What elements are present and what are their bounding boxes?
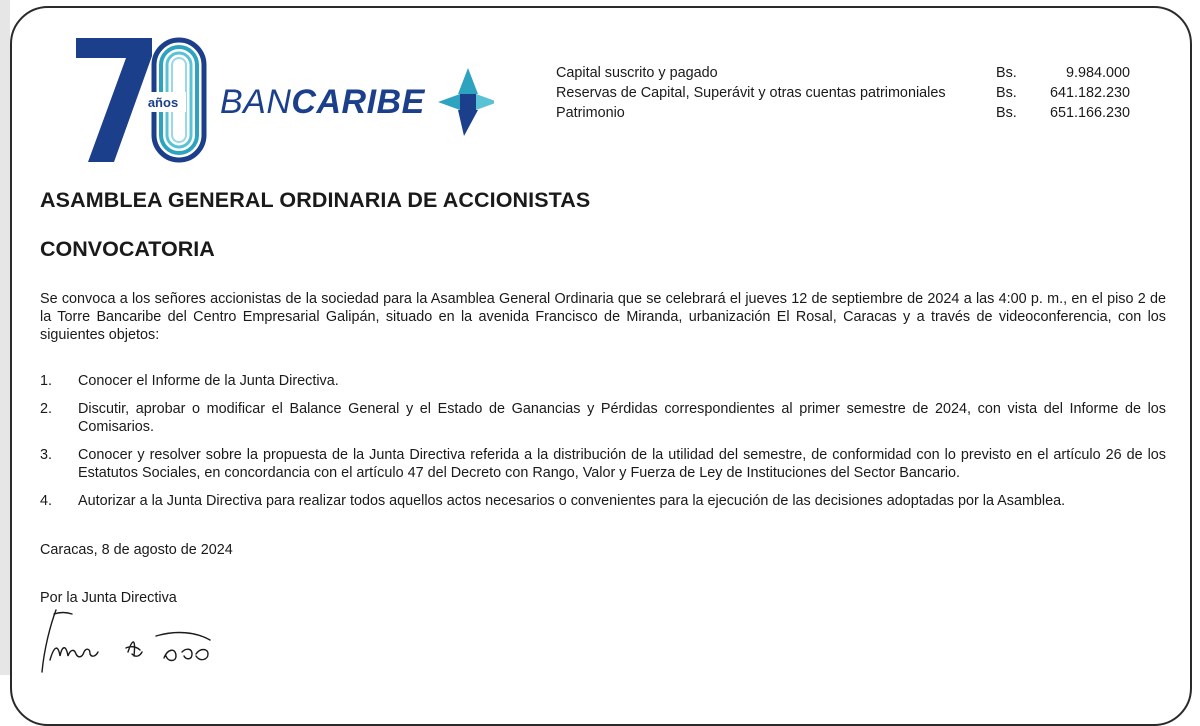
agenda-item-number: 4. [40,493,53,509]
anniversary-label: años [147,95,179,110]
agenda-item-number: 3. [40,447,53,463]
agenda-item-number: 1. [40,373,53,389]
capital-value: 641.182.230 [1049,85,1130,101]
brand-name-part1: BAN [220,83,292,121]
place-date: Caracas, 8 de agosto de 2024 [40,542,233,558]
document-subtitle: CONVOCATORIA [40,237,215,261]
capital-label: Reservas de Capital, Superávit y otras cuentas patrimoniales [556,85,946,101]
agenda-list [40,372,1166,520]
capital-value: 9.984.000 [1065,65,1130,81]
agenda-item-text: Conocer y resolver sobre la propuesta de la Junta Directiva referida a la distribución de la utilidad del semestre, de conformidad con lo previsto en el artículo 26 de los Estatutos Sociales, en concordancia con el artículo 47 del Decreto con Rango, Valor y Fuerza de Ley de Instituciones del Sector Bancario. [78,447,1166,481]
svg-text:BANCARIBE [220,83,426,121]
capital-currency: Bs. [996,85,1017,101]
capital-row [556,83,1136,103]
agenda-item-text: Autorizar a la Junta Directiva para realizar todos aquellos actos necesarios o convenientes para la ejecución de las decisiones adoptadas por la Asamblea. [78,493,1066,509]
capital-label: Capital suscrito y pagado [556,65,718,81]
brand-name-part2: CARIBE [291,83,425,121]
agenda-item-text: Discutir, aprobar o modificar el Balance General y el Estado de Ganancias y Pérdidas correspondientes al primer semestre de 2024, con vista del Informe de los Comisarios. [78,401,1166,435]
capital-row [556,103,1136,123]
bancaribe-emblem-icon [438,68,494,136]
capital-info [556,63,1136,123]
bancaribe-logo [74,36,494,164]
agenda-item-number: 2. [40,401,53,417]
capital-currency: Bs. [996,105,1017,121]
capital-value: 651.166.230 [1049,105,1130,121]
document-title: ASAMBLEA GENERAL ORDINARIA DE ACCIONISTAS [40,188,591,212]
signature [36,606,226,676]
capital-label: Patrimonio [556,105,625,121]
agenda-item [40,372,1166,390]
intro-paragraph: Se convoca a los señores accionistas de la sociedad para la Asamblea General Ordinaria que se celebrará el jueves 12 de septiembre de 2024 a las 4:00 p. m., en el piso 2 de la Torre Bancaribe del Centro Empresarial Galipán, situado en la avenida Francisco de Miranda, urbanización El Rosal, Caracas y a través de videoconferencia, con los siguientes objetos: [40,291,1166,343]
page-edge [0,0,10,675]
agenda-item [40,492,1166,510]
capital-currency: Bs. [996,65,1017,81]
agenda-item [40,446,1166,482]
signed-by: Por la Junta Directiva [40,590,177,606]
capital-row [556,63,1136,83]
agenda-item [40,400,1166,436]
agenda-item-text: Conocer el Informe de la Junta Directiva. [78,373,339,389]
